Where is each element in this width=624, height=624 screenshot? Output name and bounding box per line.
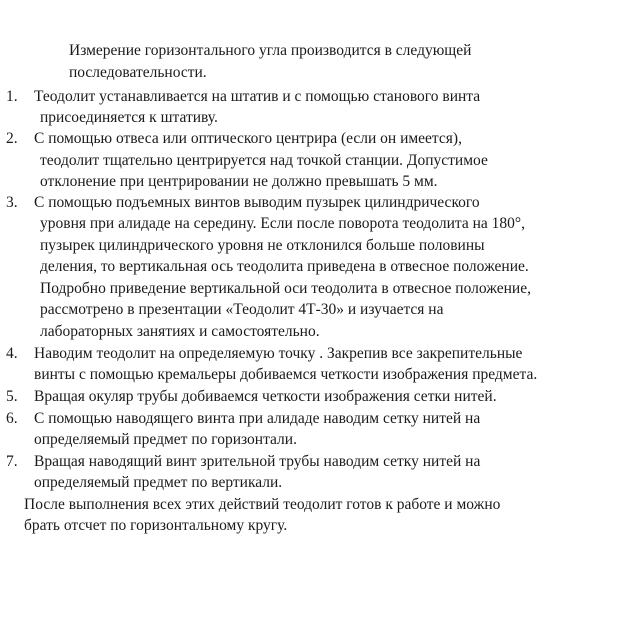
- step-2-line-2: теодолит тщательно центрируется над точкой станции. Допустимое: [40, 152, 488, 169]
- step-5-line-1: Вращая окуляр трубы добиваемся четкости изображения сетки нитей.: [34, 388, 497, 405]
- step-3-line-3: пузырек цилиндрического уровня не отклонился больше половины: [40, 237, 485, 254]
- step-2-number: 2.: [6, 130, 18, 147]
- step-6-line-1: С помощью наводящего винта при алидаде наводим сетку нитей на: [34, 410, 481, 427]
- step-4-line-2: винты с помощью кремальеры добиваемся четкости изображения предмета.: [34, 366, 538, 383]
- step-5-number: 5.: [6, 388, 18, 405]
- step-4-line-1: Наводим теодолит на определяемую точку . Закрепив все закрепительные: [34, 345, 523, 362]
- step-2-line-3: отклонение при центрировании не должно превышать 5 мм.: [40, 173, 438, 190]
- step-3-line-4: деления, то вертикальная ось теодолита приведена в отвесное положение.: [40, 258, 529, 275]
- step-7-line-2: определяемый предмет по вертикали.: [34, 474, 283, 491]
- step-3-line-2: уровня при алидаде на середину. Если после поворота теодолита на 180°,: [40, 215, 525, 232]
- step-3-line-5: Подробно приведение вертикальной оси теодолита в отвесное положение,: [40, 280, 531, 297]
- step-2-line-1: С помощью отвеса или оптического центрира (если он имеется),: [34, 130, 462, 147]
- step-4-number: 4.: [6, 345, 18, 362]
- step-6-number: 6.: [6, 410, 18, 427]
- step-3-line-7: лабораторных занятиях и самостоятельно.: [40, 323, 320, 340]
- step-7-line-1: Вращая наводящий винт зрительной трубы наводим сетку нитей на: [34, 453, 481, 470]
- step-3-line-1: С помощью подъемных винтов выводим пузырек цилиндрического: [34, 194, 480, 211]
- intro-line-2: последовательности.: [69, 64, 207, 81]
- step-1-line-1: Теодолит устанавливается на штатив и с помощью станового винта: [34, 88, 481, 105]
- step-6-line-2: определяемый предмет по горизонтали.: [34, 431, 297, 448]
- step-1-line-2: присоединяется к штативу.: [40, 109, 218, 126]
- step-1-number: 1.: [6, 88, 18, 105]
- step-3-line-6: рассмотрено в презентации «Теодолит 4Т-30» и изучается на: [40, 301, 444, 318]
- step-7-number: 7.: [6, 453, 18, 470]
- conclusion-line-1: После выполнения всех этих действий теодолит готов к работе и можно: [24, 496, 501, 513]
- conclusion-line-2: брать отсчет по горизонтальному кругу.: [24, 517, 288, 534]
- intro-line-1: Измерение горизонтального угла производится в следующей: [69, 42, 472, 59]
- step-3-number: 3.: [6, 194, 18, 211]
